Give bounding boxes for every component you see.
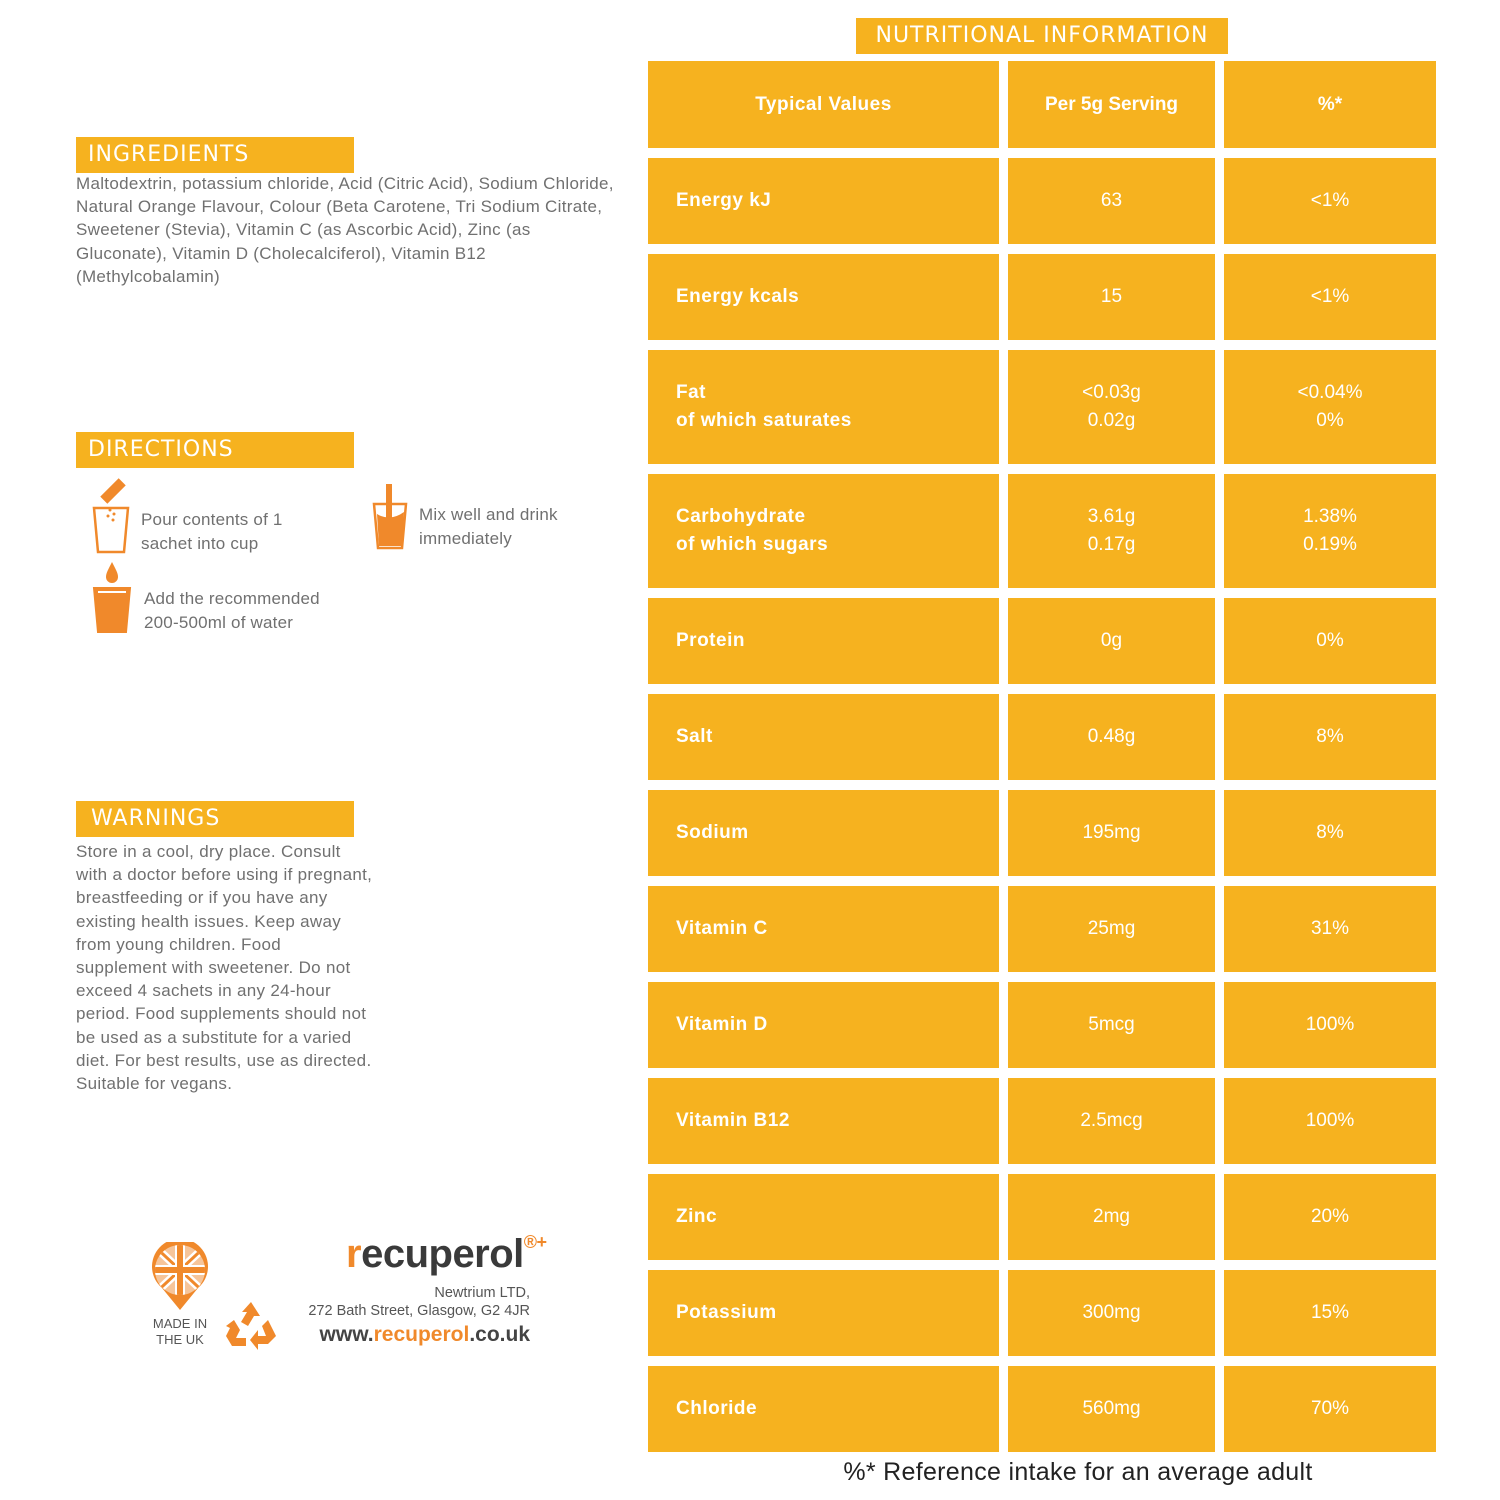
cell-line: 1.38%: [1303, 506, 1357, 527]
cell-subline: of which sugars: [676, 534, 829, 555]
cell-subline: 0.02g: [1087, 410, 1136, 431]
table-row-percent: [1224, 694, 1436, 780]
ingredients-text: Maltodextrin, potassium chloride, Acid (Citric Acid), Sodium Chloride, Natural Orange Flavour, Colour (Beta Carotene, Tri Sodium Citrate, Sweetener (Stevia), Vitamin C (as Ascorbic Acid), Zinc (as Gluconate), Vitamin D (Cholecalciferol), Vitamin B12 (Methylcobalamin): [76, 174, 614, 286]
table-header-cell: Per 5g Serving: [1008, 61, 1215, 148]
table-row-percent: [1224, 350, 1436, 464]
cell-line: 560mg: [1082, 1398, 1141, 1419]
ingredients-heading: INGREDIENTS: [76, 137, 354, 173]
website-link[interactable]: [270, 1323, 530, 1347]
cell-line: Zinc: [676, 1206, 718, 1227]
cell-line: Sodium: [676, 822, 749, 843]
table-row-label: [648, 598, 999, 684]
table-row-value: [1008, 694, 1215, 780]
table-row-percent: [1224, 1366, 1436, 1452]
website-domain: recuperol: [373, 1323, 470, 1346]
directions-heading: DIRECTIONS: [76, 432, 354, 468]
table-row-value: [1008, 1174, 1215, 1260]
table-row-label: [648, 1174, 999, 1260]
company-address: 272 Bath Street, Glasgow, G2 4JR: [308, 1303, 530, 1319]
table-row-value: [1008, 474, 1215, 588]
cell-line: Carbohydrate: [676, 506, 806, 527]
cell-subline: 0.17g: [1087, 534, 1136, 555]
direction-step-1-line1: Pour contents of 1: [141, 510, 283, 529]
table-row-value: [1008, 1366, 1215, 1452]
table-row-value: [1008, 598, 1215, 684]
uk-flag-pin-icon: [150, 1242, 210, 1312]
table-row-value: [1008, 350, 1215, 464]
table-row-label: [648, 1270, 999, 1356]
table-row-percent: [1224, 886, 1436, 972]
warnings-text: Store in a cool, dry place. Consult with a doctor before using if pregnant, breastfeeding or if you have any existing health issues. Keep away from young children. Food supplement with sweetener. Do not exceed 4 sachets in any 24-hour period. Food supplements should not be used as a substitute for a varied diet. For best results, use as directed. Suitable for vegans.: [76, 842, 373, 1094]
table-row-percent: [1224, 1078, 1436, 1164]
table-row-label: [648, 1366, 999, 1452]
brand-logo: [346, 1232, 547, 1277]
website-suffix: .co.uk: [469, 1323, 530, 1346]
cell-line: Vitamin B12: [676, 1110, 790, 1131]
cell-line: 8%: [1316, 726, 1344, 747]
cell-line: 20%: [1310, 1206, 1350, 1227]
brand-first-letter: r: [346, 1232, 362, 1276]
table-row-value: [1008, 982, 1215, 1068]
cell-line: 300mg: [1082, 1302, 1141, 1323]
cell-line: Vitamin C: [676, 918, 768, 939]
direction-step-2-line2: 200-500ml of water: [144, 612, 294, 632]
cell-line: Chloride: [676, 1398, 758, 1419]
cell-line: 0%: [1316, 630, 1344, 651]
table-row-percent: [1224, 254, 1436, 340]
cell-line: 2.5mcg: [1080, 1110, 1143, 1131]
table-row-value: [1008, 254, 1215, 340]
cell-line: Protein: [676, 630, 745, 651]
cell-subline: 0%: [1316, 410, 1344, 431]
cell-line: 25mg: [1087, 918, 1136, 939]
table-row-label: [648, 694, 999, 780]
made-in-line2: THE UK: [156, 1332, 204, 1347]
table-row-percent: [1224, 1270, 1436, 1356]
table-row-label: [648, 158, 999, 244]
cell-line: 0g: [1100, 630, 1123, 651]
cell-line: Energy kJ: [676, 190, 772, 211]
direction-step-3: [419, 503, 558, 550]
cell-line: 8%: [1316, 822, 1344, 843]
table-row-label: [648, 886, 999, 972]
table-row-percent: [1224, 598, 1436, 684]
cell-line: Potassium: [676, 1302, 777, 1323]
table-row-value: [1008, 790, 1215, 876]
table-row-percent: [1224, 790, 1436, 876]
cell-line: Salt: [676, 726, 713, 747]
cell-line: Vitamin D: [676, 1014, 768, 1035]
cell-line: 15: [1100, 286, 1123, 307]
direction-step-2-line1: Add the recommended: [144, 589, 320, 608]
table-row-label: [648, 982, 999, 1068]
table-row-value: [1008, 1270, 1215, 1356]
cell-line: 5mcg: [1088, 1014, 1135, 1035]
spoon-mix-cup-icon: [370, 482, 410, 552]
brand-mark: ®+: [523, 1232, 547, 1252]
cell-line: 0.48g: [1087, 726, 1136, 747]
direction-step-2: [144, 587, 320, 634]
table-row-label: [648, 254, 999, 340]
table-row-label: [648, 350, 999, 464]
brand-rest: ecuperol: [361, 1232, 524, 1276]
table-row-value: [1008, 158, 1215, 244]
cell-line: Energy kcals: [676, 286, 800, 307]
table-row-percent: [1224, 1174, 1436, 1260]
cell-line: 31%: [1310, 918, 1350, 939]
direction-step-1: [141, 508, 283, 555]
table-row-label: [648, 474, 999, 588]
cell-line: 2mg: [1093, 1206, 1130, 1227]
cell-line: <0.03g: [1082, 382, 1141, 403]
table-row-value: [1008, 886, 1215, 972]
table-row-percent: [1224, 474, 1436, 588]
table-row-percent: [1224, 982, 1436, 1068]
website-prefix: www.: [319, 1323, 374, 1346]
direction-step-1-line2: sachet into cup: [141, 533, 259, 553]
cell-line: <1%: [1310, 190, 1350, 211]
made-in-uk-label: [140, 1316, 220, 1348]
cell-line: 100%: [1305, 1014, 1355, 1035]
direction-step-3-line2: immediately: [419, 528, 512, 548]
made-in-line1: MADE IN: [152, 1316, 208, 1331]
cell-subline: 0.19%: [1303, 534, 1357, 555]
cell-line: 100%: [1305, 1110, 1355, 1131]
sachet-pour-icon: [88, 476, 140, 556]
table-row-label: [648, 790, 999, 876]
cell-line: 195mg: [1082, 822, 1141, 843]
cell-subline: of which saturates: [676, 410, 852, 431]
company-name: Newtrium LTD,: [434, 1285, 530, 1301]
table-row-value: [1008, 1078, 1215, 1164]
direction-step-3-line1: Mix well and drink: [419, 505, 558, 524]
water-drop-cup-icon: [90, 558, 134, 636]
table-header-cell: Typical Values: [648, 61, 999, 148]
table-row-label: [648, 1078, 999, 1164]
cell-line: 3.61g: [1087, 506, 1136, 527]
cell-line: <0.04%: [1297, 382, 1363, 403]
cell-line: Fat: [676, 382, 706, 403]
cell-line: 63: [1100, 190, 1123, 211]
cell-line: <1%: [1310, 286, 1350, 307]
table-row-percent: [1224, 158, 1436, 244]
table-header-cell: %*: [1224, 61, 1436, 148]
nutrition-title: NUTRITIONAL INFORMATION: [856, 18, 1228, 54]
warnings-heading: WARNINGS: [76, 801, 354, 837]
cell-line: 70%: [1310, 1398, 1350, 1419]
reference-note: %* Reference intake for an average adult: [843, 1458, 1313, 1486]
nutrition-table: [648, 61, 1436, 1453]
cell-line: 15%: [1310, 1302, 1350, 1323]
